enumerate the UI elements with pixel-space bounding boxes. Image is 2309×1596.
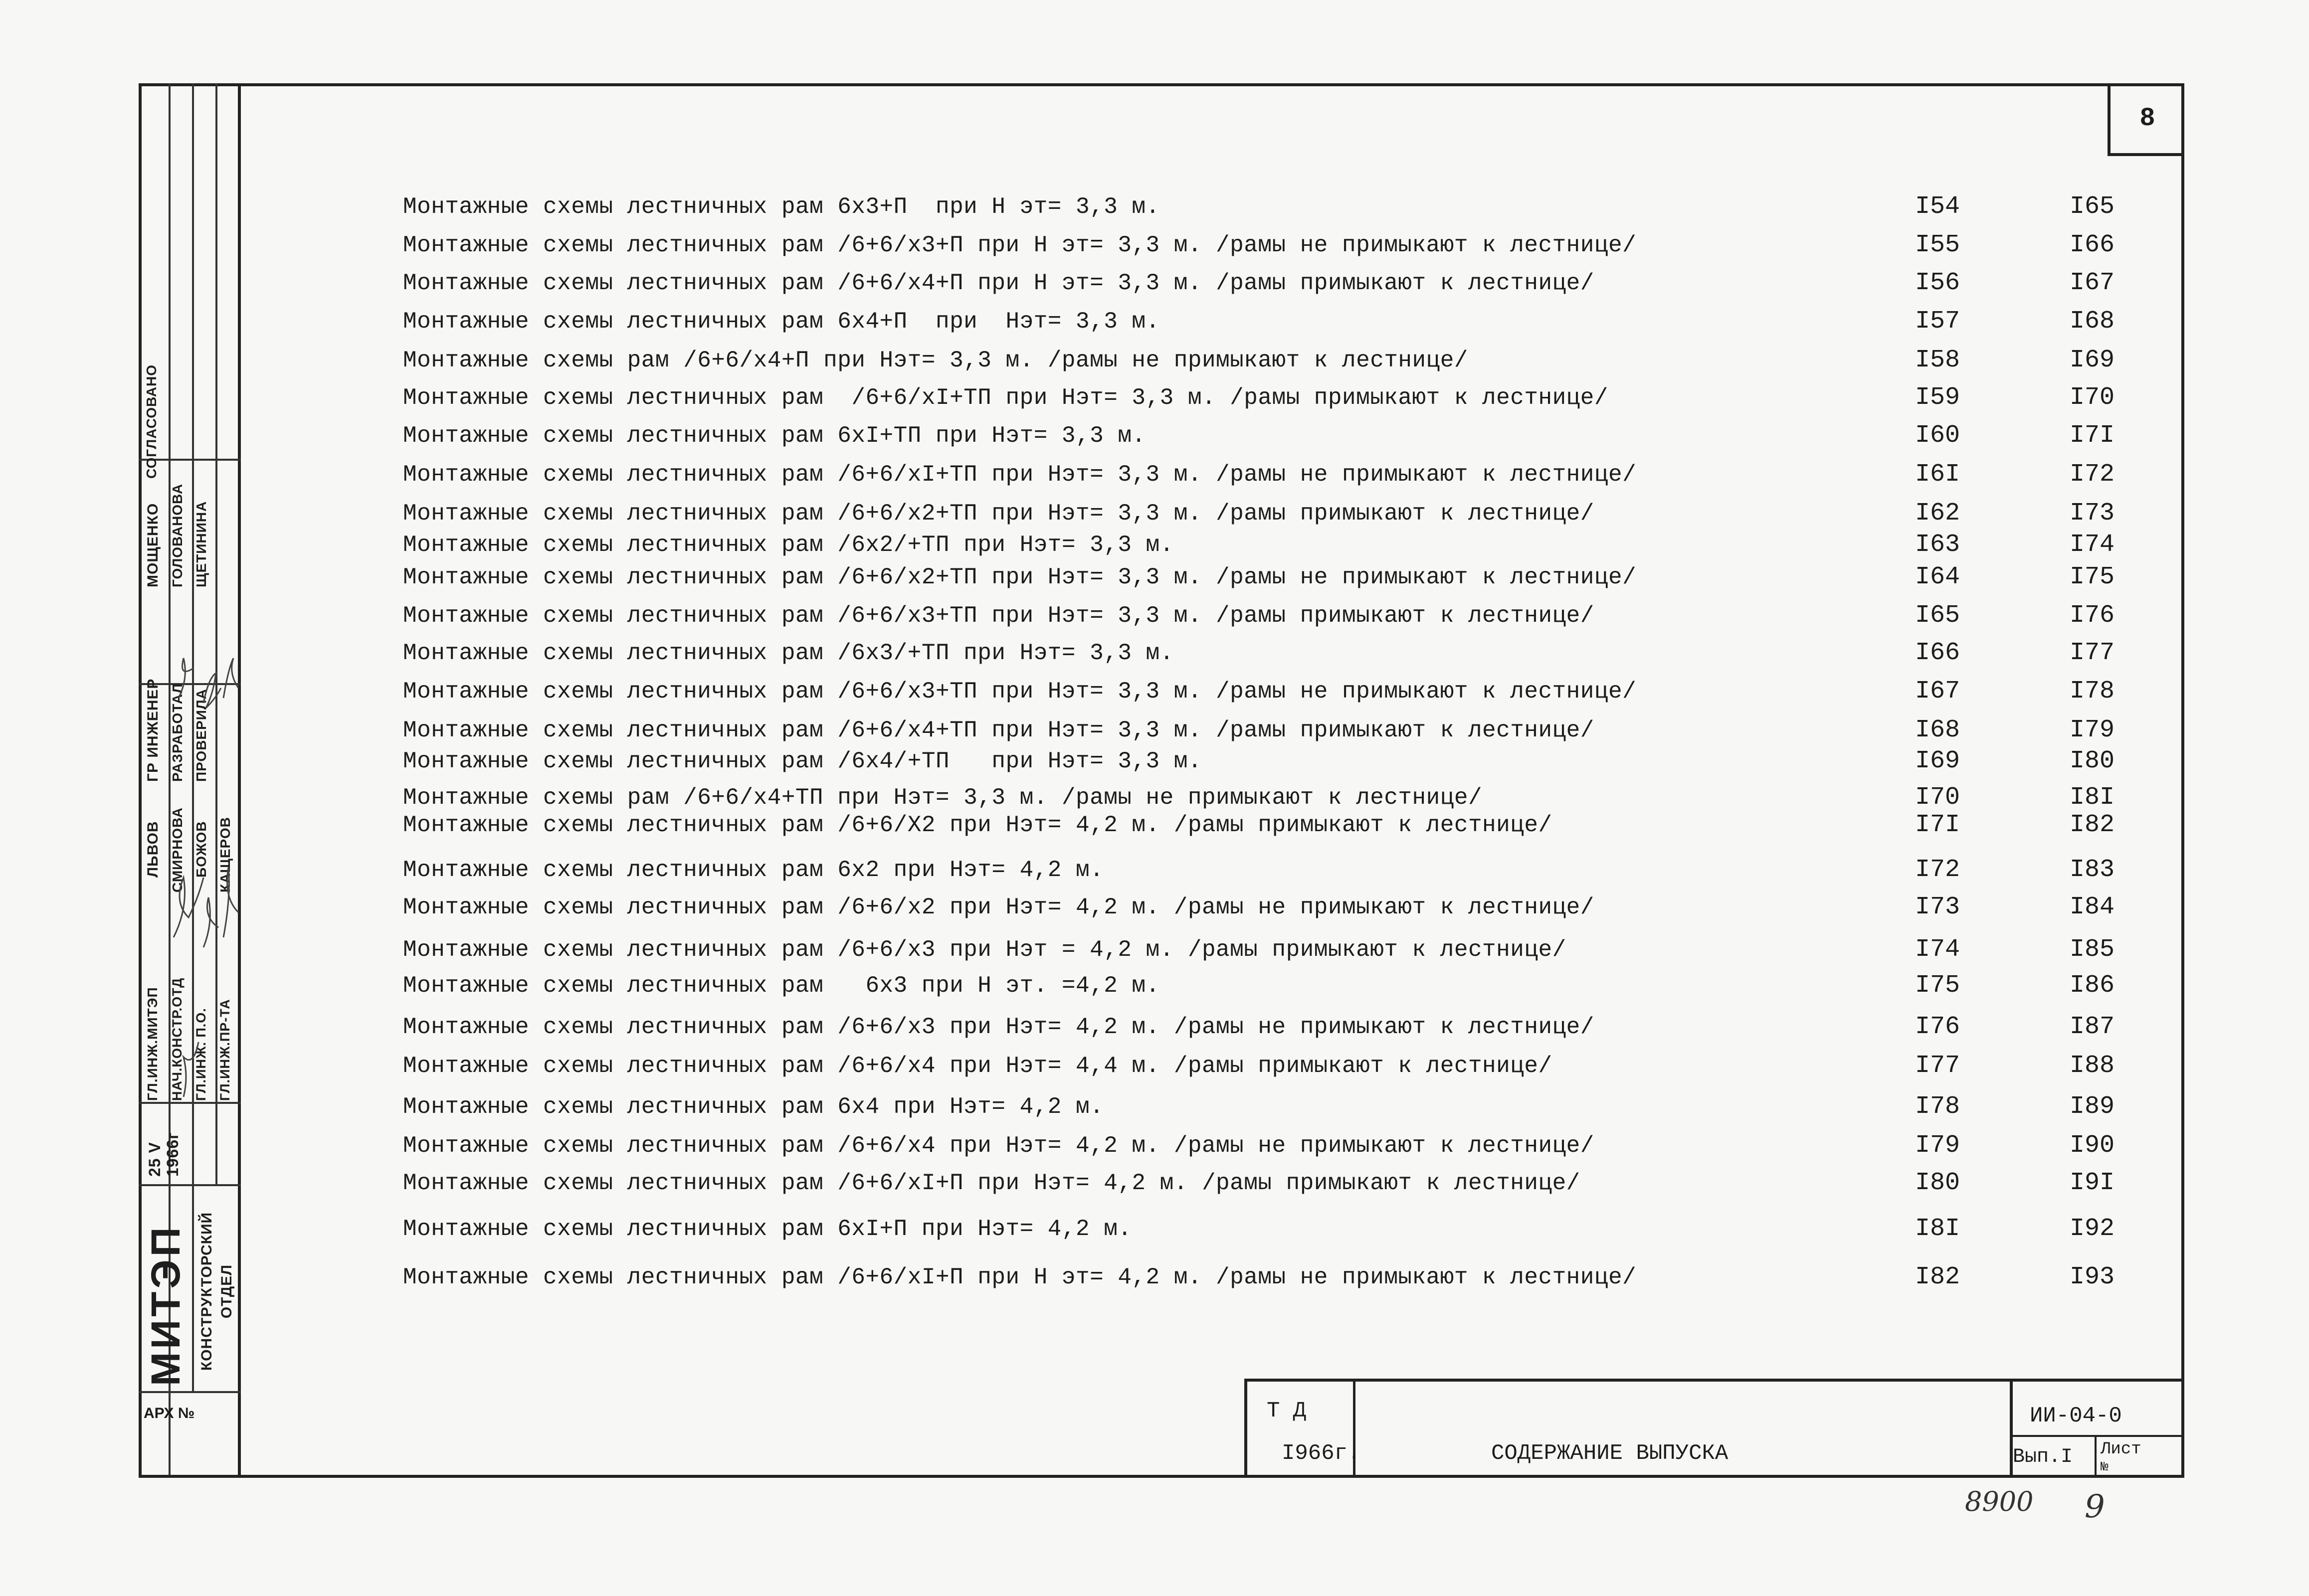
contents-entry (0, 855, 2309, 885)
contents-entry (0, 421, 2309, 451)
entry-number-b: I67 (2070, 269, 2115, 297)
entry-title: Монтажные схемы лестничных рам /6+6/х4 при Нэт= 4,2 м. /рамы не примыкают к лестнице/ (403, 1133, 1594, 1159)
role-developed: РАЗРАБОТАЛ (170, 683, 185, 782)
entry-number-a: I57 (1915, 307, 1960, 336)
role-chief-eng-project: ГЛ.ИНЖ.ПР-ТА (217, 999, 232, 1101)
entry-title: Монтажные схемы лестничных рам /6+6/хI+ТП при Нэт= 3,3 м. /рамы не примыкают к лестнице/ (403, 462, 1637, 488)
entry-number-a: I65 (1915, 601, 1960, 630)
name-golovanova: ГОЛОВАНОВА (170, 483, 185, 587)
entry-title: Монтажные схемы лестничных рам /6+6/х3 при Нэт = 4,2 м. /рамы примыкают к лестнице/ (403, 937, 1566, 963)
entry-title: Монтажные схемы лестничных рам /6+6/х4 при Нэт= 4,4 м. /рамы примыкают к лестнице/ (403, 1053, 1552, 1079)
entry-title: Монтажные схемы лестничных рам /6+6/хI+П при Н эт= 4,2 м. /рамы не примыкают к лестнице/ (403, 1264, 1637, 1290)
contents-entry (0, 1214, 2309, 1244)
contents-entry (0, 562, 2309, 592)
entry-number-a: I78 (1915, 1092, 1960, 1121)
contents-entry (0, 783, 2309, 813)
entry-number-b: I7I (2070, 421, 2115, 450)
title-block-line (2010, 1435, 2184, 1437)
entry-number-a: I79 (1915, 1131, 1960, 1160)
entry-number-b: I84 (2070, 893, 2115, 921)
entry-number-b: I78 (2070, 677, 2115, 706)
entry-number-b: I65 (2070, 192, 2115, 221)
contents-entry (0, 268, 2309, 298)
name-bozhov: БОЖОВ (193, 821, 209, 878)
title-block-line (2095, 1436, 2097, 1477)
role-chief-eng-po: ГЛ.ИНЖ. П.О. (193, 1008, 208, 1101)
role-chief-engineer: ГР ИНЖЕНЕР (145, 678, 161, 782)
entry-number-b: I74 (2070, 531, 2115, 559)
entry-title: Монтажные схемы лестничных рам 6х4+П при Нэт= 3,3 м. (403, 309, 1160, 335)
contents-entry (0, 307, 2309, 337)
entry-number-a: I73 (1915, 893, 1960, 921)
role-head-constr-dept: НАЧ.КОНСТР.ОТД (170, 977, 185, 1101)
contents-entry (0, 935, 2309, 965)
entry-title: Монтажные схемы лестничных рам /6+6/хI+ТП при Нэт= 3,3 м. /рамы примыкают к лестнице/ (403, 385, 1608, 411)
entry-title: Монтажные схемы лестничных рам /6+6/х2+ТП при Нэт= 3,3 м. /рамы примыкают к лестнице/ (403, 501, 1594, 527)
entry-title: Монтажные схемы лестничных рам /6+6/Х2 при Нэт= 4,2 м. /рамы примыкают к лестнице/ (403, 812, 1552, 838)
entry-number-b: I79 (2070, 716, 2115, 744)
entry-number-a: I7I (1915, 811, 1960, 839)
entry-number-b: I73 (2070, 499, 2115, 528)
entry-number-b: I92 (2070, 1215, 2115, 1243)
contents-entry (0, 715, 2309, 745)
entry-number-a: I66 (1915, 639, 1960, 667)
entry-number-b: I86 (2070, 971, 2115, 1000)
entry-number-b: I72 (2070, 460, 2115, 489)
stamp-title: СОДЕРЖАНИЕ ВЫПУСКА (1491, 1441, 1729, 1466)
entry-number-a: I67 (1915, 677, 1960, 706)
entry-title: Монтажные схемы лестничных рам /6+6/х3 при Нэт= 4,2 м. /рамы не примыкают к лестнице/ (403, 1014, 1594, 1040)
contents-entry (0, 810, 2309, 840)
entry-number-a: I68 (1915, 716, 1960, 744)
entry-title: Монтажные схемы лестничных рам /6+6/х4+ТП при Нэт= 3,3 м. /рамы примыкают к лестнице/ (403, 717, 1594, 743)
entry-title: Монтажные схемы лестничных рам 6х3 при Н эт. =4,2 м. (403, 973, 1160, 999)
entry-number-a: I69 (1915, 747, 1960, 775)
entry-number-b: I76 (2070, 601, 2115, 630)
entry-title: Монтажные схемы лестничных рам /6+6/х3+П при Н эт= 3,3 м. /рамы не примыкают к лестнице/ (403, 232, 1637, 258)
agreed-label: СОГЛАСОВАНО (144, 364, 159, 479)
contents-entry (0, 230, 2309, 260)
contents-entry (0, 1262, 2309, 1292)
entry-number-b: I9I (2070, 1169, 2115, 1197)
entry-number-b: I8I (2070, 783, 2115, 812)
page-number: 8 (2108, 83, 2184, 156)
entry-number-b: I69 (2070, 346, 2115, 374)
stamp-sheet-label: Лист № (2101, 1440, 2141, 1474)
contents-entry (0, 346, 2309, 375)
entry-number-b: I68 (2070, 307, 2115, 336)
handwritten-sheet: 9 (2085, 1488, 2105, 1525)
entry-title: Монтажные схемы лестничных рам /6+6/х2+ТП при Нэт= 3,3 м. /рамы не примыкают к лестнице/ (403, 564, 1637, 590)
entry-title: Монтажные схемы рам /6+6/х4+ТП при Нэт= 3,3 м. /рамы не примыкают к лестнице/ (403, 785, 1483, 811)
contents-entry (0, 460, 2309, 490)
entry-number-a: I63 (1915, 531, 1960, 559)
contents-entry (0, 530, 2309, 560)
contents-entry (0, 1168, 2309, 1198)
entry-number-a: I59 (1915, 383, 1960, 412)
entry-title: Монтажные схемы лестничных рам 6х4 при Нэт= 4,2 м. (403, 1094, 1104, 1120)
entry-title: Монтажные схемы лестничных рам /6+6/х2 при Нэт= 4,2 м. /рамы не примыкают к лестнице/ (403, 894, 1594, 920)
dept-name: КОНСТРУКТОРСКИЙ ОТДЕЛ (198, 1212, 235, 1371)
role-checked: ПРОВЕРИЛА (193, 689, 209, 782)
stamp-year: I966г. (1282, 1441, 1361, 1466)
contents-entry (0, 601, 2309, 631)
entry-number-a: I74 (1915, 935, 1960, 964)
entry-number-b: I89 (2070, 1092, 2115, 1121)
archive-label: АРХ № (144, 1405, 195, 1421)
entry-number-a: I6I (1915, 460, 1960, 489)
contents-entry (0, 499, 2309, 529)
entry-number-b: I88 (2070, 1052, 2115, 1080)
contents-entry (0, 1012, 2309, 1042)
entry-number-b: I66 (2070, 231, 2115, 259)
name-shchetinina: ЩЕТИНИНА (193, 501, 209, 587)
entry-number-a: I58 (1915, 346, 1960, 374)
entry-number-a: I54 (1915, 192, 1960, 221)
org-name: МИТЭП (143, 1224, 189, 1386)
entry-number-a: I76 (1915, 1013, 1960, 1041)
contents-entry (0, 892, 2309, 922)
stamp-issue: Вып.I (2013, 1446, 2073, 1468)
entry-title: Монтажные схемы лестничных рам /6х4/+ТП при Нэт= 3,3 м. (403, 748, 1202, 774)
contents-entry (0, 192, 2309, 222)
entry-number-b: I75 (2070, 563, 2115, 591)
entry-number-a: I70 (1915, 783, 1960, 812)
entry-number-b: I82 (2070, 811, 2115, 839)
approval-date: 25 V 1966г (146, 1132, 182, 1177)
contents-entry (0, 638, 2309, 668)
entry-number-a: I8I (1915, 1215, 1960, 1243)
entry-number-a: I72 (1915, 856, 1960, 884)
entry-number-b: I93 (2070, 1263, 2115, 1291)
entry-number-b: I85 (2070, 935, 2115, 964)
contents-entry (0, 971, 2309, 1001)
entry-title: Монтажные схемы лестничных рам 6хI+ТП при Нэт= 3,3 м. (403, 423, 1146, 449)
title-block-line (1244, 1379, 1247, 1477)
entry-number-a: I62 (1915, 499, 1960, 528)
entry-number-b: I87 (2070, 1013, 2115, 1041)
entry-number-a: I56 (1915, 269, 1960, 297)
entry-number-b: I90 (2070, 1131, 2115, 1160)
entry-number-a: I60 (1915, 421, 1960, 450)
entry-number-b: I83 (2070, 856, 2115, 884)
name-lvov: ЛЬВОВ (145, 821, 161, 878)
entry-number-b: I70 (2070, 383, 2115, 412)
entry-number-a: I80 (1915, 1169, 1960, 1197)
entry-title: Монтажные схемы лестничных рам /6х2/+ТП при Нэт= 3,3 м. (403, 532, 1174, 558)
entry-number-a: I64 (1915, 563, 1960, 591)
entry-title: Монтажные схемы лестничных рам 6х3+П при Н эт= 3,3 м. (403, 194, 1160, 220)
contents-entry (0, 1092, 2309, 1122)
entry-title: Монтажные схемы лестничных рам /6+6/х3+ТП при Нэт= 3,3 м. /рамы не примыкают к лестнице/ (403, 679, 1637, 705)
stamp-code: ИИ-04-0 (2030, 1404, 2122, 1428)
entry-title: Монтажные схемы лестничных рам /6+6/хI+П при Нэт= 4,2 м. /рамы примыкают к лестнице/ (403, 1170, 1580, 1196)
entry-title: Монтажные схемы лестничных рам 6х2 при Нэт= 4,2 м. (403, 857, 1104, 883)
name-smirnova: СМИРНОВА (170, 807, 185, 892)
contents-entry (0, 383, 2309, 413)
name-moshchenko: МОЩЕНКО (145, 503, 161, 587)
contents-entry (0, 1051, 2309, 1081)
entry-title: Монтажные схемы лестничных рам /6+6/х3+ТП при Нэт= 3,3 м. /рамы примыкают к лестнице/ (403, 603, 1594, 629)
entry-number-a: I77 (1915, 1052, 1960, 1080)
entry-title: Монтажные схемы лестничных рам /6+6/х4+П при Н эт= 3,3 м. /рамы примыкают к лестнице/ (403, 270, 1594, 296)
entry-number-b: I77 (2070, 639, 2115, 667)
bottom-border (139, 1475, 2184, 1478)
contents-entry (0, 746, 2309, 776)
entry-number-a: I55 (1915, 231, 1960, 259)
contents-entry (0, 1131, 2309, 1161)
entry-number-b: I80 (2070, 747, 2115, 775)
entry-number-a: I82 (1915, 1263, 1960, 1291)
entry-title: Монтажные схемы лестничных рам /6х3/+ТП при Нэт= 3,3 м. (403, 640, 1174, 666)
name-kashcherov: КАЩЕРОВ (217, 817, 233, 892)
entry-number-a: I75 (1915, 971, 1960, 1000)
stamp-td: Т Д (1267, 1399, 1307, 1423)
entry-title: Монтажные схемы лестничных рам 6хI+П при Нэт= 4,2 м. (403, 1216, 1132, 1242)
handwritten-inventory: 8900 (1965, 1486, 2034, 1517)
entry-title: Монтажные схемы рам /6+6/х4+П при Нэт= 3,3 м. /рамы не примыкают к лестнице/ (403, 348, 1468, 373)
contents-entry (0, 677, 2309, 707)
role-chief-eng-mitep: ГЛ.ИНЖ.МИТЭП (145, 987, 160, 1101)
